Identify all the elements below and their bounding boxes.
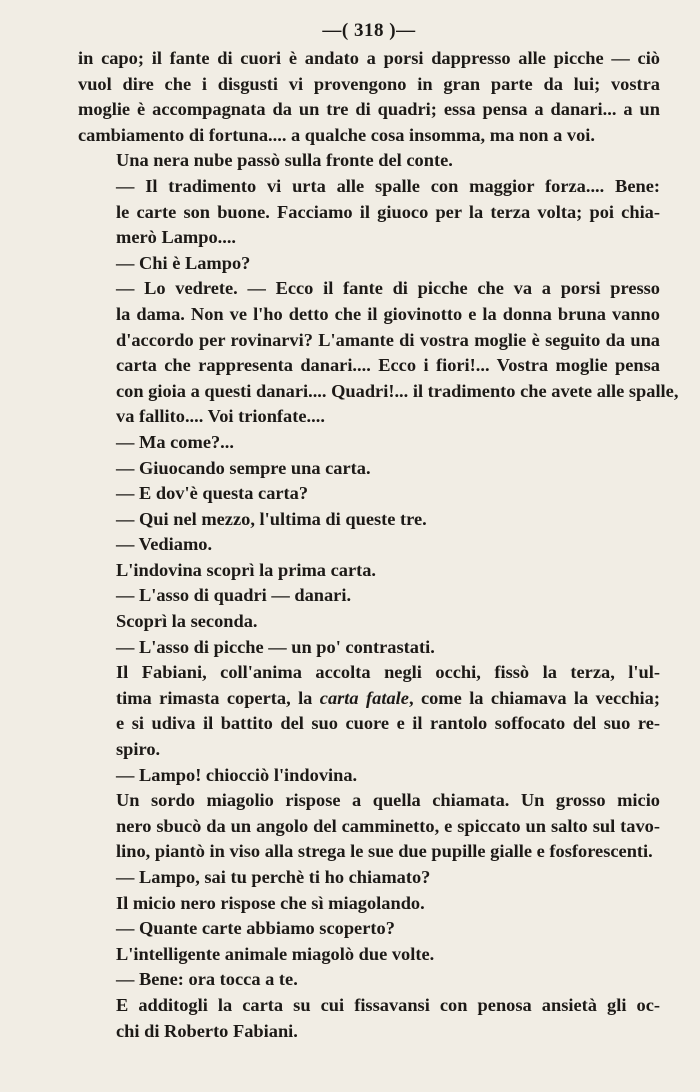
paragraph	[78, 788, 660, 865]
text-line: — Vediamo.	[116, 534, 213, 555]
paragraph	[78, 46, 660, 148]
text-line: E additogli la carta su cui fissavansi con penosa ansietà gli oc-	[116, 994, 660, 1015]
text-line: chi di Roberto Fabiani.	[116, 1020, 298, 1041]
paragraph	[78, 507, 660, 533]
page-number: —( 318 )—	[322, 20, 416, 41]
text-line: lino, piantò in viso alla strega le sue due pupille gialle e fosforescenti.	[116, 841, 653, 862]
text-line: la dama. Non ve l'ho detto che il giovinotto e la donna bruna vanno	[116, 303, 660, 324]
text-line: — L'asso di quadri — danari.	[116, 585, 352, 606]
text-line: spiro.	[116, 739, 161, 760]
text-line: — E dov'è questa carta?	[116, 483, 309, 504]
text-line: vuol dire che i disgusti vi provengono in gran parte da lui; vostra	[78, 73, 660, 94]
paragraph	[78, 763, 660, 789]
paragraph	[78, 660, 660, 762]
text-line: va fallito.... Voi trionfate....	[116, 406, 325, 427]
text-line: — Lo vedrete. — Ecco il fante di picche che va a porsi presso	[116, 278, 660, 299]
text-line: Scoprì la seconda.	[116, 611, 258, 632]
paragraph	[78, 251, 660, 277]
paragraph	[78, 558, 660, 584]
text-line: moglie è accompagnata da un tre di quadri; essa pensa a danari... a un	[78, 99, 660, 120]
paragraph	[78, 865, 660, 891]
text-line: — Bene: ora tocca a te.	[116, 969, 298, 990]
text-line: Un sordo miagolio rispose a quella chiamata. Un grosso micio	[116, 790, 660, 811]
text-line: — Lampo, sai tu perchè ti ho chiamato?	[116, 867, 431, 887]
text-line: le carte son buone. Facciamo il giuoco per la terza volta; poi chia-	[116, 201, 660, 222]
text-line: — Lampo! chiocciò l'indovina.	[116, 764, 358, 785]
text-line: — L'asso di picche — un po' contrastati.	[116, 636, 435, 657]
paragraph	[78, 276, 679, 430]
text-line: — Qui nel mezzo, l'ultima di queste tre.	[116, 508, 427, 529]
text-line: — Il tradimento vi urta alle spalle con maggior forza.... Bene:	[116, 175, 660, 196]
text-line: L'intelligente animale miagolò due volte.	[116, 943, 435, 964]
paragraph	[78, 916, 660, 942]
text-line: Una nera nube passò sulla fronte del conte.	[116, 150, 453, 171]
paragraph	[78, 430, 660, 456]
text-line: in capo; il fante di cuori è andato a porsi dappresso alle picche — ciò	[78, 48, 660, 68]
text-line: — Chi è Lampo?	[116, 252, 251, 273]
text-line: cambiamento di fortuna.... a qualche cosa insomma, ma non a voi.	[78, 124, 596, 145]
text-line: — Ma come?...	[116, 431, 234, 452]
text-line: merò Lampo....	[116, 227, 237, 248]
paragraph	[78, 148, 660, 174]
text-line: Il Fabiani, coll'anima accolta negli occhi, fissò la terza, l'ul-	[116, 662, 660, 683]
text-line: e si udiva il battito del suo cuore e il rantolo soffocato del suo re-	[116, 713, 660, 734]
text-line: con gioia a questi danari.... Quadri!... il tradimento che avete alle spalle,	[116, 380, 679, 401]
paragraph	[78, 891, 660, 917]
page-body-text	[78, 46, 679, 1044]
text-line: L'indovina scoprì la prima carta.	[116, 559, 377, 580]
paragraph	[78, 967, 660, 993]
paragraph	[78, 456, 660, 482]
text-line: nero sbucò da un angolo del camminetto, e spiccato un salto sul tavo-	[116, 815, 660, 836]
text-line: — Giuocando sempre una carta.	[116, 457, 371, 478]
text-line: Il micio nero rispose che sì miagolando.	[116, 892, 425, 913]
paragraph	[78, 174, 660, 251]
paragraph	[78, 609, 660, 635]
paragraph	[78, 583, 660, 609]
paragraph	[78, 481, 660, 507]
italic-phrase: carta fatale	[319, 687, 409, 708]
paragraph	[78, 635, 660, 661]
text-line: — Quante carte abbiamo scoperto?	[116, 918, 395, 939]
text-line: tima rimasta coperta, la carta fatale, come la chiamava la vecchia;	[116, 687, 660, 708]
text-line: carta che rappresenta danari.... Ecco i fiori!... Vostra moglie pensa	[116, 355, 660, 376]
paragraph	[78, 942, 660, 968]
text-line: d'accordo per rovinarvi? L'amante di vostra moglie è seguito da una	[116, 329, 660, 350]
paragraph	[78, 993, 660, 1044]
paragraph	[78, 532, 660, 558]
